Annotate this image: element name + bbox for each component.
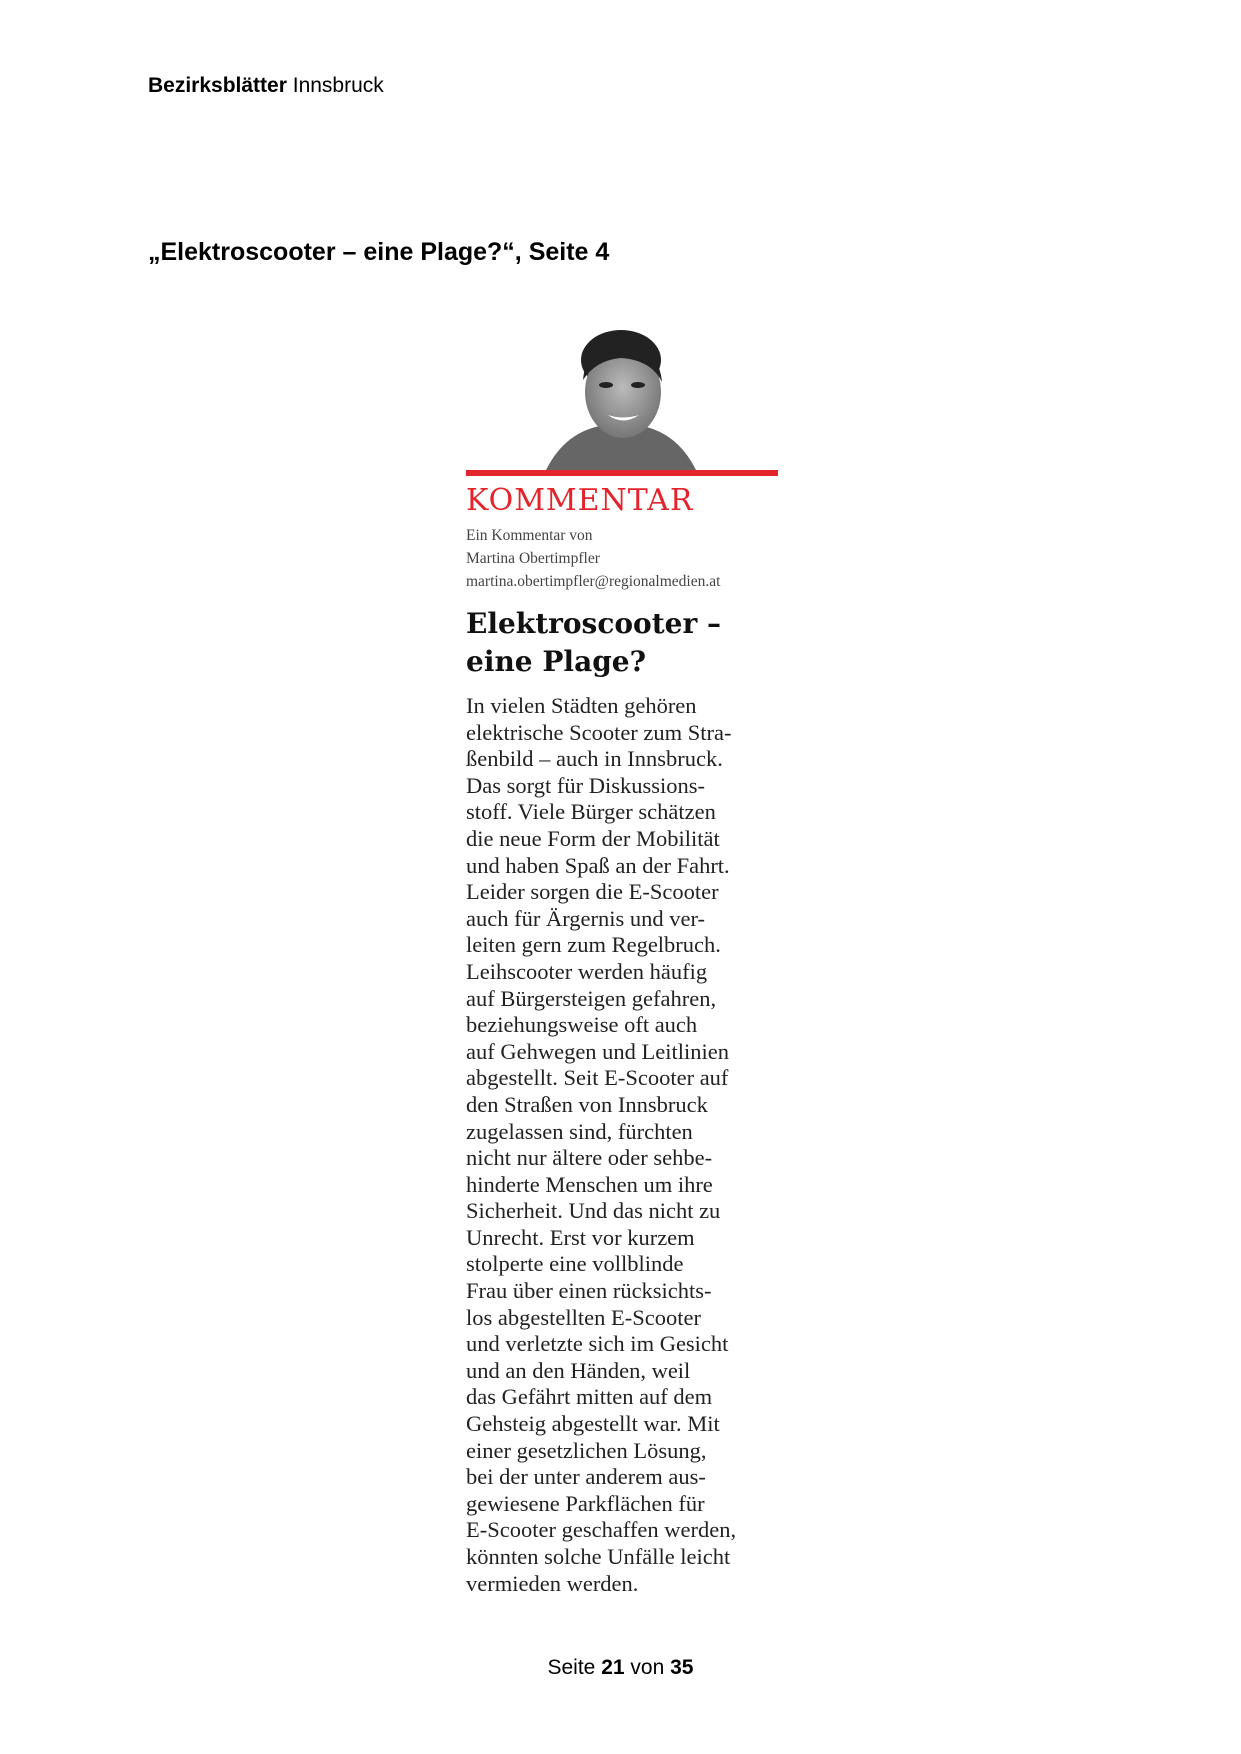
body-line: elektrische Scooter zum Stra- bbox=[466, 719, 732, 745]
body-line: das Gefährt mitten auf dem bbox=[466, 1384, 713, 1410]
body-line: die neue Form der Mobilität bbox=[466, 825, 720, 851]
body-line: einer gesetzlichen Lösung, bbox=[466, 1437, 707, 1463]
body-line: gewiesene Parkflächen für bbox=[466, 1490, 705, 1516]
article-body bbox=[466, 693, 778, 1597]
body-line: könnten solche Unfälle leicht bbox=[466, 1544, 731, 1569]
section-label: KOMMENTAR bbox=[466, 483, 694, 518]
author-photo bbox=[466, 330, 778, 470]
body-line: und haben Spaß an der Fahrt. bbox=[466, 852, 730, 878]
body-line: auch für Ärgernis und ver- bbox=[466, 905, 706, 931]
body-line: Gehsteig abgestellt war. Mit bbox=[466, 1411, 720, 1437]
body-line: vermieden werden. bbox=[466, 1570, 639, 1596]
publication-location: Innsbruck bbox=[292, 74, 384, 97]
body-line: den Straßen von Innsbruck bbox=[466, 1091, 708, 1117]
body-line: bei der unter anderem aus- bbox=[466, 1464, 706, 1490]
body-line: Unrecht. Erst vor kurzem bbox=[466, 1224, 695, 1250]
body-line: Frau über einen rücksichts- bbox=[466, 1278, 712, 1304]
body-line: und verletzte sich im Gesicht bbox=[466, 1331, 729, 1357]
body-line: Sicherheit. Und das nicht zu bbox=[466, 1198, 721, 1224]
body-line: auf Bürgersteigen gefahren, bbox=[466, 985, 717, 1011]
body-line: Leider sorgen die E-Scooter bbox=[466, 879, 719, 905]
document-header bbox=[148, 74, 384, 98]
byline-email: martina.obertimpfler@regionalmedien.at bbox=[466, 573, 721, 590]
total-pages: 35 bbox=[670, 1656, 694, 1679]
footer-prefix: Seite bbox=[547, 1656, 596, 1679]
body-line: E-Scooter geschaffen werden, bbox=[466, 1517, 737, 1543]
body-line: abgestellt. Seit E-Scooter auf bbox=[466, 1065, 729, 1091]
byline-author: Martina Obertimpfler bbox=[466, 550, 600, 567]
body-line: los abgestellten E-Scooter bbox=[466, 1304, 701, 1330]
byline-intro: Ein Kommentar von bbox=[466, 527, 593, 544]
accent-rule bbox=[466, 470, 778, 476]
byline bbox=[466, 524, 778, 593]
body-line: zugelassen sind, fürchten bbox=[466, 1118, 693, 1144]
publication-name: Bezirksblätter bbox=[148, 74, 287, 97]
headline-line: Elektroscooter – bbox=[466, 607, 721, 640]
body-line: stolperte eine vollblinde bbox=[466, 1251, 684, 1277]
body-line: ßenbild – auch in Innsbruck. bbox=[466, 746, 723, 772]
body-line: und an den Händen, weil bbox=[466, 1357, 691, 1383]
body-line: leiten gern zum Regelbruch. bbox=[466, 932, 721, 958]
current-page: 21 bbox=[601, 1656, 625, 1679]
footer-sep: von bbox=[630, 1656, 665, 1679]
page-footer bbox=[0, 1656, 1241, 1680]
body-line: auf Gehwegen und Leitlinien bbox=[466, 1038, 730, 1064]
newspaper-clipping bbox=[466, 330, 778, 1597]
document-title: „Elektroscooter – eine Plage?“, Seite 4 bbox=[148, 238, 610, 266]
headline-line: eine Plage? bbox=[466, 645, 647, 678]
body-line: stoff. Viele Bürger schätzen bbox=[466, 799, 716, 825]
body-line: Leihscooter werden häufig bbox=[466, 958, 708, 984]
body-line: In vielen Städten gehören bbox=[466, 693, 697, 718]
body-line: hinderte Menschen um ihre bbox=[466, 1171, 713, 1197]
body-line: nicht nur ältere oder sehbe- bbox=[466, 1145, 713, 1171]
body-line: Das sorgt für Diskussions- bbox=[466, 772, 705, 798]
body-line: beziehungsweise oft auch bbox=[466, 1012, 698, 1038]
article-headline bbox=[466, 605, 778, 681]
